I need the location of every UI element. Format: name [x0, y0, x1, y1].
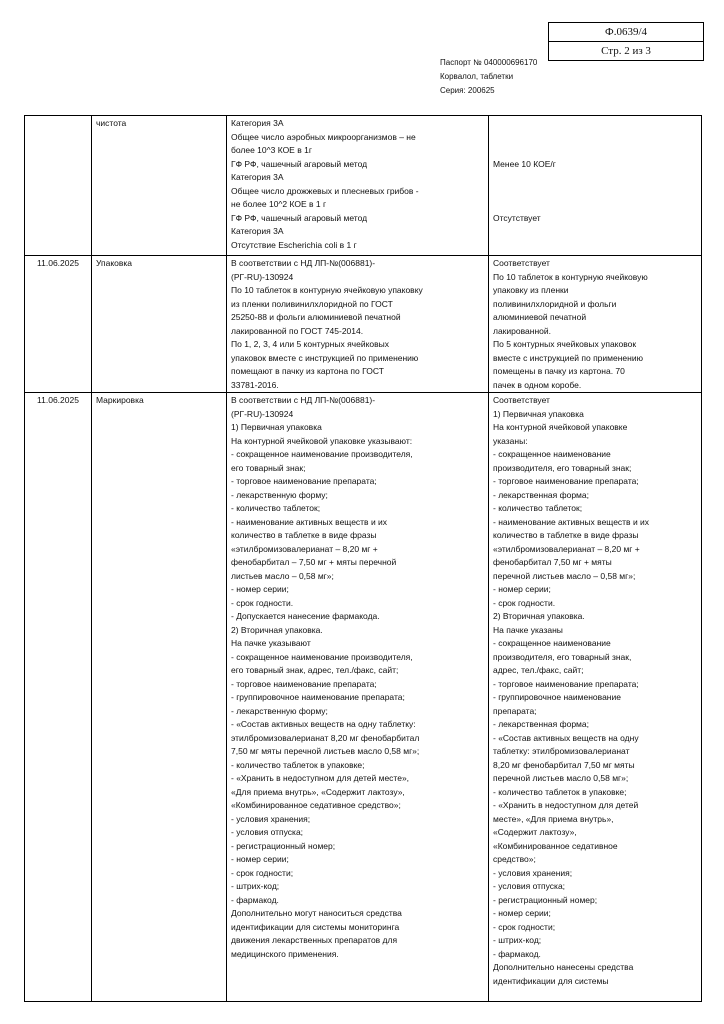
- result-line: - штрих-код;: [493, 935, 542, 945]
- result-line: фенобарбитал 7,50 мг + мяты: [493, 557, 612, 567]
- product-name: Корвалол, таблетки: [440, 72, 514, 81]
- requirement-line: 33781-2016.: [231, 379, 279, 390]
- result-line: - «Хранить в недоступном для детей: [493, 800, 639, 810]
- requirement-line: - штрих-код;: [231, 881, 280, 891]
- result-line: - торговое наименование препарата;: [493, 476, 639, 486]
- result-cell: [489, 393, 702, 1002]
- passport-header: [440, 56, 537, 98]
- result-line: - регистрационный номер;: [493, 894, 598, 905]
- result-line: - наименование активных веществ и их: [493, 516, 650, 527]
- indicator-cell: [92, 256, 227, 393]
- test-date: 11.06.2025: [37, 258, 79, 268]
- result-line: [493, 171, 697, 185]
- requirement-line: Категория 3А: [231, 118, 284, 128]
- requirement-line: лакированной по ГОСТ 745-2014.: [231, 325, 364, 336]
- result-line: - срок годности.: [493, 597, 556, 608]
- result-line: - количество таблеток в упаковке;: [493, 786, 627, 797]
- result-line: адрес, тел./факс, сайт;: [493, 665, 584, 675]
- result-line: [493, 144, 697, 158]
- result-line: 2) Вторичная упаковка.: [493, 611, 585, 621]
- result-line: - срок годности;: [493, 921, 556, 932]
- requirement-line: Отсутствие Escherichia coli в 1 г: [231, 239, 357, 250]
- result-line: Отсутствует: [493, 212, 541, 223]
- requirement-line: медицинского применения.: [231, 948, 339, 959]
- result-line: По 5 контурных ячейковых упаковок: [493, 339, 637, 349]
- requirement-line: «Для приема внутрь», «Содержит лактозу»,: [231, 786, 405, 797]
- requirement-line: - сокращенное наименование производителя,: [231, 449, 413, 459]
- result-line: «Содержит лактозу»,: [493, 827, 577, 837]
- requirement-line: - условия хранения;: [231, 813, 311, 824]
- requirement-line: его товарный знак, адрес, тел./факс, сайт;: [231, 665, 399, 675]
- requirement-line: «Комбинированное седативное средство»;: [231, 800, 401, 810]
- result-line: вместе с инструкцией по применению: [493, 352, 643, 363]
- date-cell: [25, 116, 92, 256]
- requirement-line: - Допускается нанесение фармакода.: [231, 611, 380, 621]
- requirement-line: помещают в пачку из картона по ГОСТ: [231, 366, 384, 376]
- result-line: количество в таблетке в виде фразы: [493, 530, 639, 540]
- result-line: перечной листьев масло 0,58 мг»;: [493, 773, 629, 783]
- result-line: [493, 131, 697, 145]
- requirement-line: идентификации для системы мониторинга: [231, 921, 400, 932]
- result-line: - группировочное наименование: [493, 692, 621, 702]
- requirement-line: более 10^3 КОЕ в 1г: [231, 145, 312, 155]
- result-line: По 10 таблеток в контурную ячейковую: [493, 271, 648, 282]
- result-line: Дополнительно нанесены средства: [493, 962, 634, 972]
- indicator-cell: [92, 116, 227, 256]
- requirement-line: Общее число аэробных микроорганизмов – не: [231, 131, 416, 142]
- requirement-line: На пачке указывают: [231, 638, 311, 648]
- result-line: перечной листьев масло – 0,58 мг»;: [493, 570, 636, 581]
- requirement-line: - срок годности.: [231, 597, 294, 608]
- result-line: средство»;: [493, 854, 536, 864]
- result-line: производителя, его товарный знак;: [493, 462, 632, 473]
- result-line: Соответствует: [493, 395, 550, 405]
- result-line: - торговое наименование препарата;: [493, 678, 639, 689]
- requirement-cell: [227, 116, 489, 256]
- requirement-line: В соответствии с НД ЛП-№(006881)-: [231, 395, 376, 405]
- requirement-line: Общее число дрожжевых и плесневых грибов -: [231, 185, 419, 196]
- requirement-line: - наименование активных веществ и их: [231, 516, 388, 527]
- result-line: помещены в пачку из картона. 70: [493, 366, 625, 376]
- test-date: 11.06.2025: [37, 395, 79, 405]
- result-line: 8,20 мг фенобарбитал 7,50 мг мяты: [493, 759, 635, 770]
- requirement-line: «этилбромизовалерианат – 8,20 мг +: [231, 543, 378, 554]
- requirement-line: - группировочное наименование препарата;: [231, 692, 405, 702]
- form-code-box: [548, 22, 704, 61]
- requirement-line: - условия отпуска;: [231, 827, 304, 837]
- indicator-name: чистота: [96, 118, 127, 128]
- requirement-line: - срок годности;: [231, 867, 294, 878]
- result-cell: [489, 116, 702, 256]
- table-row: [25, 393, 702, 1002]
- result-line: - условия отпуска;: [493, 881, 566, 891]
- result-line: - лекарственная форма;: [493, 489, 589, 500]
- requirement-line: По 10 таблеток в контурную ячейковую упаковку: [231, 285, 423, 295]
- table-row: [25, 256, 702, 393]
- requirement-cell: [227, 393, 489, 1002]
- requirement-line: 1) Первичная упаковка: [231, 422, 322, 432]
- result-line: «этилбромизовалерианат – 8,20 мг +: [493, 543, 640, 554]
- result-line: - номер серии;: [493, 584, 551, 594]
- requirement-line: - торговое наименование препарата;: [231, 678, 377, 689]
- requirement-line: Дополнительно могут наноситься средства: [231, 908, 402, 918]
- requirement-line: - фармакод.: [231, 894, 279, 905]
- requirement-line: ГФ РФ, чашечный агаровый метод: [231, 158, 368, 169]
- requirement-line: фенобарбитал – 7,50 мг + мяты перечной: [231, 557, 397, 567]
- result-line: - сокращенное наименование: [493, 638, 611, 648]
- result-line: упаковку из пленки: [493, 285, 569, 295]
- result-line: - номер серии;: [493, 908, 551, 918]
- result-line: [493, 185, 697, 199]
- result-line: указаны:: [493, 435, 528, 446]
- table-row: [25, 116, 702, 256]
- result-line: поливинилхлоридной и фольги: [493, 298, 617, 309]
- result-line: На пачке указаны: [493, 624, 563, 635]
- requirement-cell: [227, 256, 489, 393]
- requirement-line: - лекарственную форму;: [231, 489, 328, 500]
- requirement-line: - количество таблеток в упаковке;: [231, 759, 365, 770]
- result-line: - фармакод.: [493, 948, 541, 959]
- result-line: 1) Первичная упаковка: [493, 408, 584, 419]
- requirement-line: - количество таблеток;: [231, 503, 321, 513]
- result-line: препарата;: [493, 705, 537, 716]
- requirement-line: листьев масло – 0,58 мг»;: [231, 570, 334, 581]
- indicator-cell: [92, 393, 227, 1002]
- requirement-line: В соответствии с НД ЛП-№(006881)-: [231, 258, 376, 268]
- requirement-line: 2) Вторичная упаковка.: [231, 624, 323, 635]
- requirement-line: ГФ РФ, чашечный агаровый метод: [231, 212, 368, 223]
- requirement-line: Категория 3А: [231, 172, 284, 182]
- result-line: таблетку: этилбромизовалерианат: [493, 746, 630, 756]
- result-line: На контурной ячейковой упаковке: [493, 422, 628, 432]
- requirement-line: - лекарственную форму;: [231, 705, 328, 716]
- requirement-line: На контурной ячейковой упаковке указывают:: [231, 435, 413, 446]
- result-line: месте», «Для приема внутрь»,: [493, 813, 614, 824]
- page-number: Стр. 2 из 3: [549, 41, 703, 60]
- requirement-line: - «Хранить в недоступном для детей месте»,: [231, 773, 410, 783]
- requirement-line: (РГ-RU)-130924: [231, 271, 294, 282]
- requirement-line: - номер серии;: [231, 854, 289, 864]
- requirement-line: этилбромизовалерианат 8,20 мг фенобарбитал: [231, 732, 420, 743]
- result-cell: [489, 256, 702, 393]
- result-line: «Комбинированное седативное: [493, 840, 618, 851]
- requirement-line: Категория 3А: [231, 226, 284, 236]
- requirement-line: (РГ-RU)-130924: [231, 408, 294, 419]
- result-line: Менее 10 КОЕ/г: [493, 158, 556, 169]
- requirement-line: 7,50 мг мяты перечной листьев масло 0,58 мг»;: [231, 746, 420, 756]
- result-line: пачек в одном коробе.: [493, 379, 582, 390]
- result-line: производителя, его товарный знак,: [493, 651, 632, 662]
- requirement-line: количество в таблетке в виде фразы: [231, 530, 377, 540]
- result-line: - условия хранения;: [493, 867, 573, 878]
- passport-number: Паспорт № 040000696170: [440, 58, 538, 67]
- indicator-name: Маркировка: [96, 395, 144, 405]
- requirement-line: - регистрационный номер;: [231, 840, 336, 851]
- test-results-table: [24, 115, 702, 1002]
- result-line: [493, 198, 697, 212]
- requirement-line: упаковок вместе с инструкцией по применению: [231, 352, 419, 363]
- result-line: - «Состав активных веществ на одну: [493, 732, 639, 743]
- requirement-line: - номер серии;: [231, 584, 289, 594]
- result-line: [493, 117, 697, 131]
- indicator-name: Упаковка: [96, 258, 133, 268]
- date-cell: [25, 393, 92, 1002]
- series-number: Серия: 200625: [440, 86, 495, 95]
- requirement-line: - «Состав активных веществ на одну таблетку:: [231, 719, 416, 729]
- requirement-line: не более 10^2 КОЕ в 1 г: [231, 199, 327, 209]
- result-line: Соответствует: [493, 258, 550, 268]
- form-code: Ф.0639/4: [605, 26, 647, 38]
- result-line: алюминиевой печатной: [493, 312, 587, 322]
- requirement-line: его товарный знак;: [231, 462, 306, 473]
- result-line: лакированной.: [493, 325, 551, 336]
- date-cell: [25, 256, 92, 393]
- requirement-line: - торговое наименование препарата;: [231, 476, 377, 486]
- result-line: идентификации для системы: [493, 975, 609, 986]
- result-line: - сокращенное наименование: [493, 449, 611, 459]
- requirement-line: - сокращенное наименование производителя,: [231, 651, 413, 662]
- requirement-line: По 1, 2, 3, 4 или 5 контурных ячейковых: [231, 339, 389, 349]
- result-line: - лекарственная форма;: [493, 719, 589, 729]
- result-line: - количество таблеток;: [493, 503, 583, 513]
- requirement-line: из пленки поливинилхлоридной по ГОСТ: [231, 298, 393, 309]
- requirement-line: 25250-88 и фольги алюминиевой печатной: [231, 312, 401, 322]
- requirement-line: движения лекарственных препаратов для: [231, 935, 398, 945]
